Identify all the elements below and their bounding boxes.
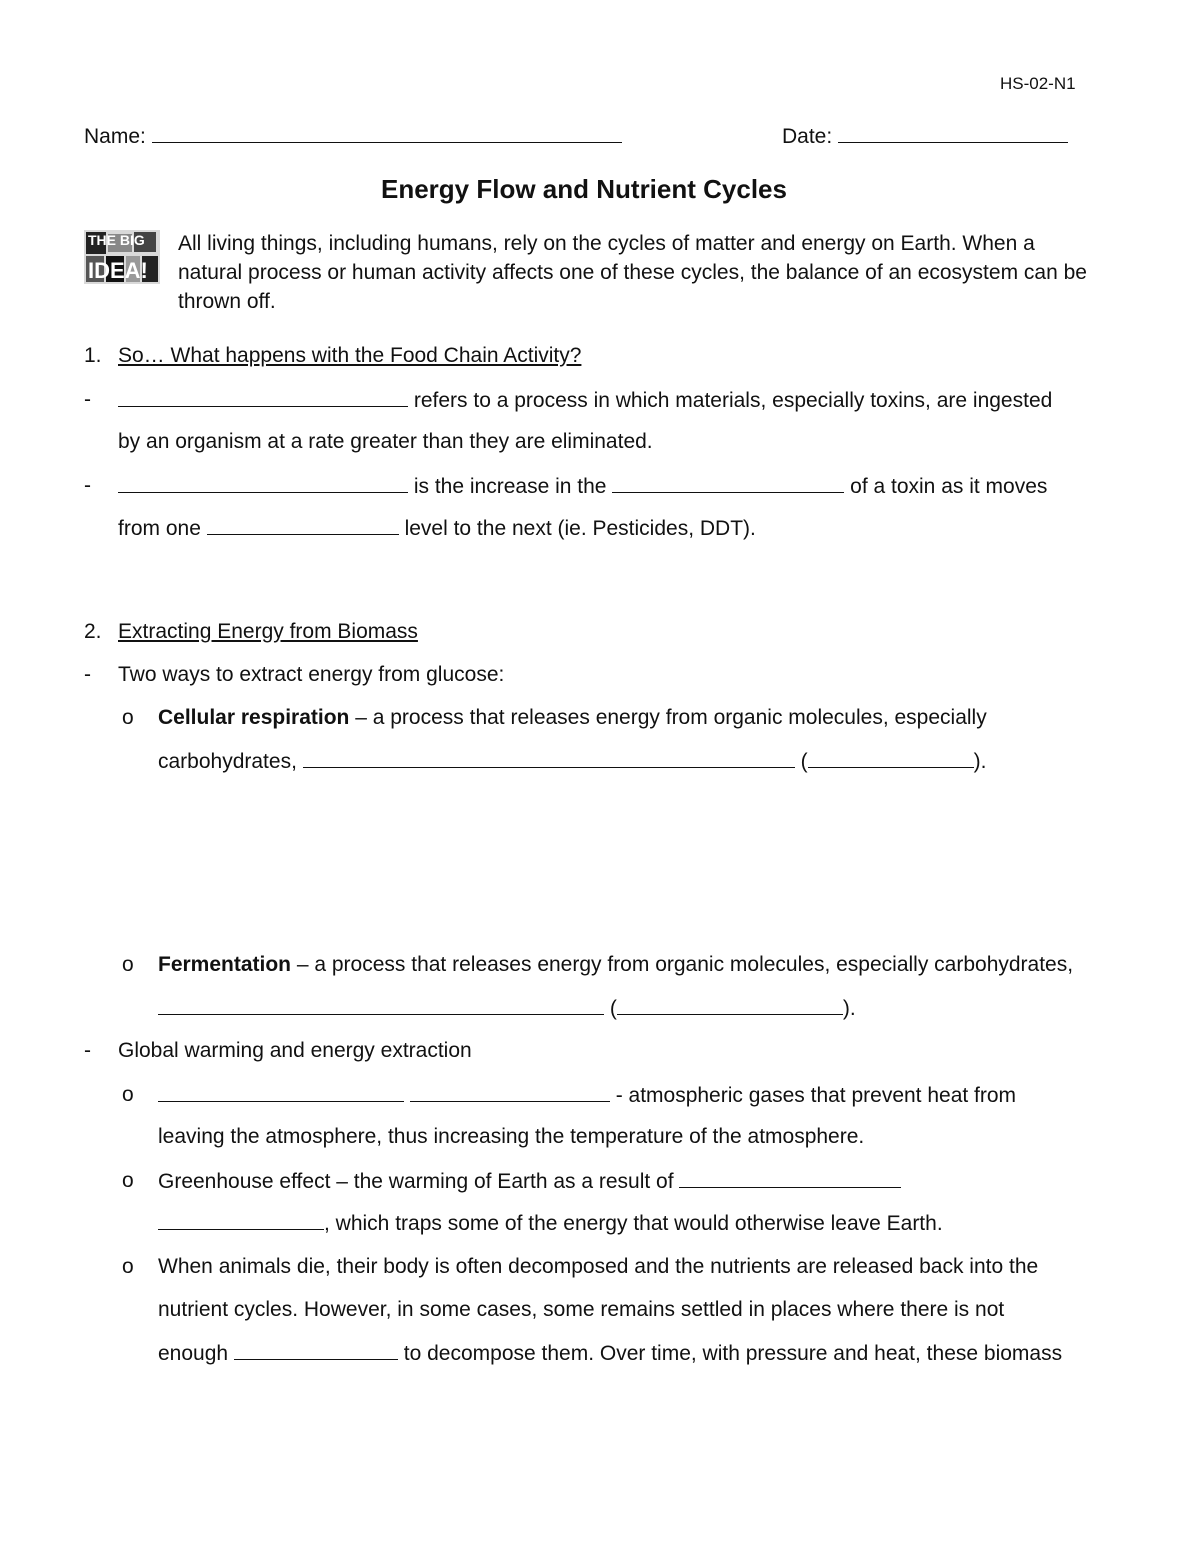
cellular-respiration-term: Cellular respiration	[158, 706, 350, 729]
close-paren: ).	[842, 997, 856, 1020]
greenhouse-blank-1[interactable]	[158, 1083, 404, 1102]
biomagnification-text: is the increase in the	[413, 475, 607, 498]
trophic-blank[interactable]	[207, 516, 399, 535]
page-title: Energy Flow and Nutrient Cycles	[381, 174, 787, 204]
greenhouse-effect-text-cont: , which traps some of the energy that would otherwise leave Earth.	[324, 1212, 943, 1235]
fermentation-text: – a process that releases energy from organic molecules, especially carbohydrates,	[291, 953, 1074, 976]
greenhouse-effect-blank-1[interactable]	[679, 1169, 901, 1188]
respiration-condition-blank[interactable]	[303, 749, 795, 768]
fermentation-type-blank[interactable]	[617, 996, 843, 1015]
carbohydrates-text: carbohydrates,	[158, 750, 297, 773]
bioaccumulation-text: refers to a process in which materials, especially toxins, are ingested	[413, 389, 1053, 412]
cellular-respiration-text: – a process that releases energy from organic molecules, especially	[349, 706, 987, 729]
cellular-respiration-line	[158, 706, 987, 730]
name-field[interactable]	[84, 124, 622, 149]
fermentation-term: Fermentation	[158, 953, 292, 976]
fermentation-line-2	[158, 996, 856, 1021]
circle-bullet: o	[122, 706, 134, 729]
decomposition-text-2: nutrient cycles. However, in some cases, some remains settled in places where there is not	[158, 1298, 1005, 1321]
decomposition-text: When animals die, their body is often decomposed and the nutrients are released back into the	[158, 1255, 1039, 1278]
greenhouse-effect-text: Greenhouse effect – the warming of Earth as a result of	[158, 1170, 674, 1193]
close-paren: ).	[973, 750, 987, 773]
logo-text-bottom: IDEA!	[88, 258, 148, 283]
name-label: Name:	[84, 125, 146, 148]
trophic-text-b: level to the next (ie. Pesticides, DDT).	[404, 517, 756, 540]
date-blank[interactable]	[838, 124, 1068, 143]
open-paren: (	[800, 750, 808, 773]
biomagnification-blank[interactable]	[118, 474, 408, 493]
section2-number: 2.	[84, 620, 102, 643]
decomposer-blank[interactable]	[234, 1341, 398, 1360]
section1-number: 1.	[84, 344, 102, 367]
trophic-line	[118, 516, 756, 541]
big-idea-text: All living things, including humans, rely on the cycles of matter and energy on Earth. When a natural process or human activity affects one of these cycles, the balance of an ecosystem can be thrown off.	[178, 232, 1087, 313]
concentration-blank[interactable]	[612, 474, 844, 493]
biomagnification-line	[118, 474, 1047, 499]
dash-bullet: -	[84, 474, 91, 497]
decomposition-line-3	[158, 1341, 1062, 1366]
big-idea-logo	[82, 226, 162, 288]
greenhouse-effect-blank-2[interactable]	[158, 1211, 324, 1230]
fermentation-line	[158, 953, 1073, 977]
bioaccumulation-text-cont: by an organism at a rate greater than they are eliminated.	[118, 430, 653, 453]
dash-bullet: -	[84, 1039, 91, 1062]
fermentation-condition-blank[interactable]	[158, 996, 604, 1015]
circle-bullet: o	[122, 953, 134, 976]
circle-bullet: o	[122, 1169, 134, 1192]
greenhouse-effect-line-2	[158, 1211, 943, 1236]
circle-bullet: o	[122, 1255, 134, 1278]
section2-heading: Extracting Energy from Biomass	[118, 620, 418, 643]
open-paren: (	[609, 997, 617, 1020]
extraction-ways-text: Two ways to extract energy from glucose:	[118, 663, 505, 686]
date-field[interactable]	[782, 124, 1068, 149]
global-warming-text: Global warming and energy extraction	[118, 1039, 472, 1062]
greenhouse-gases-text-cont: leaving the atmosphere, thus increasing the temperature of the atmosphere.	[158, 1125, 865, 1148]
bioaccumulation-line	[118, 388, 1052, 413]
name-blank[interactable]	[152, 124, 622, 143]
document-code: HS-02-N1	[1000, 74, 1076, 93]
dash-bullet: -	[84, 388, 91, 411]
bioaccumulation-blank[interactable]	[118, 388, 408, 407]
date-label: Date:	[782, 125, 833, 148]
dash-bullet: -	[84, 663, 91, 686]
decomposition-text-3: enough	[158, 1342, 229, 1365]
section1-heading: So… What happens with the Food Chain Activity?	[118, 344, 582, 367]
biomagnification-text-2: of a toxin as it moves	[850, 475, 1048, 498]
logo-text-top: THE BIG	[88, 232, 145, 248]
greenhouse-effect-line	[158, 1169, 901, 1194]
greenhouse-gases-line	[158, 1083, 1016, 1108]
decomposition-text-4: to decompose them. Over time, with pressure and heat, these biomass	[403, 1342, 1063, 1365]
respiration-type-blank[interactable]	[808, 749, 974, 768]
greenhouse-blank-2[interactable]	[410, 1083, 610, 1102]
circle-bullet: o	[122, 1083, 134, 1106]
cellular-respiration-line-2	[158, 749, 986, 774]
trophic-text-a: from one	[118, 517, 201, 540]
greenhouse-gases-text: - atmospheric gases that prevent heat from	[615, 1084, 1017, 1107]
